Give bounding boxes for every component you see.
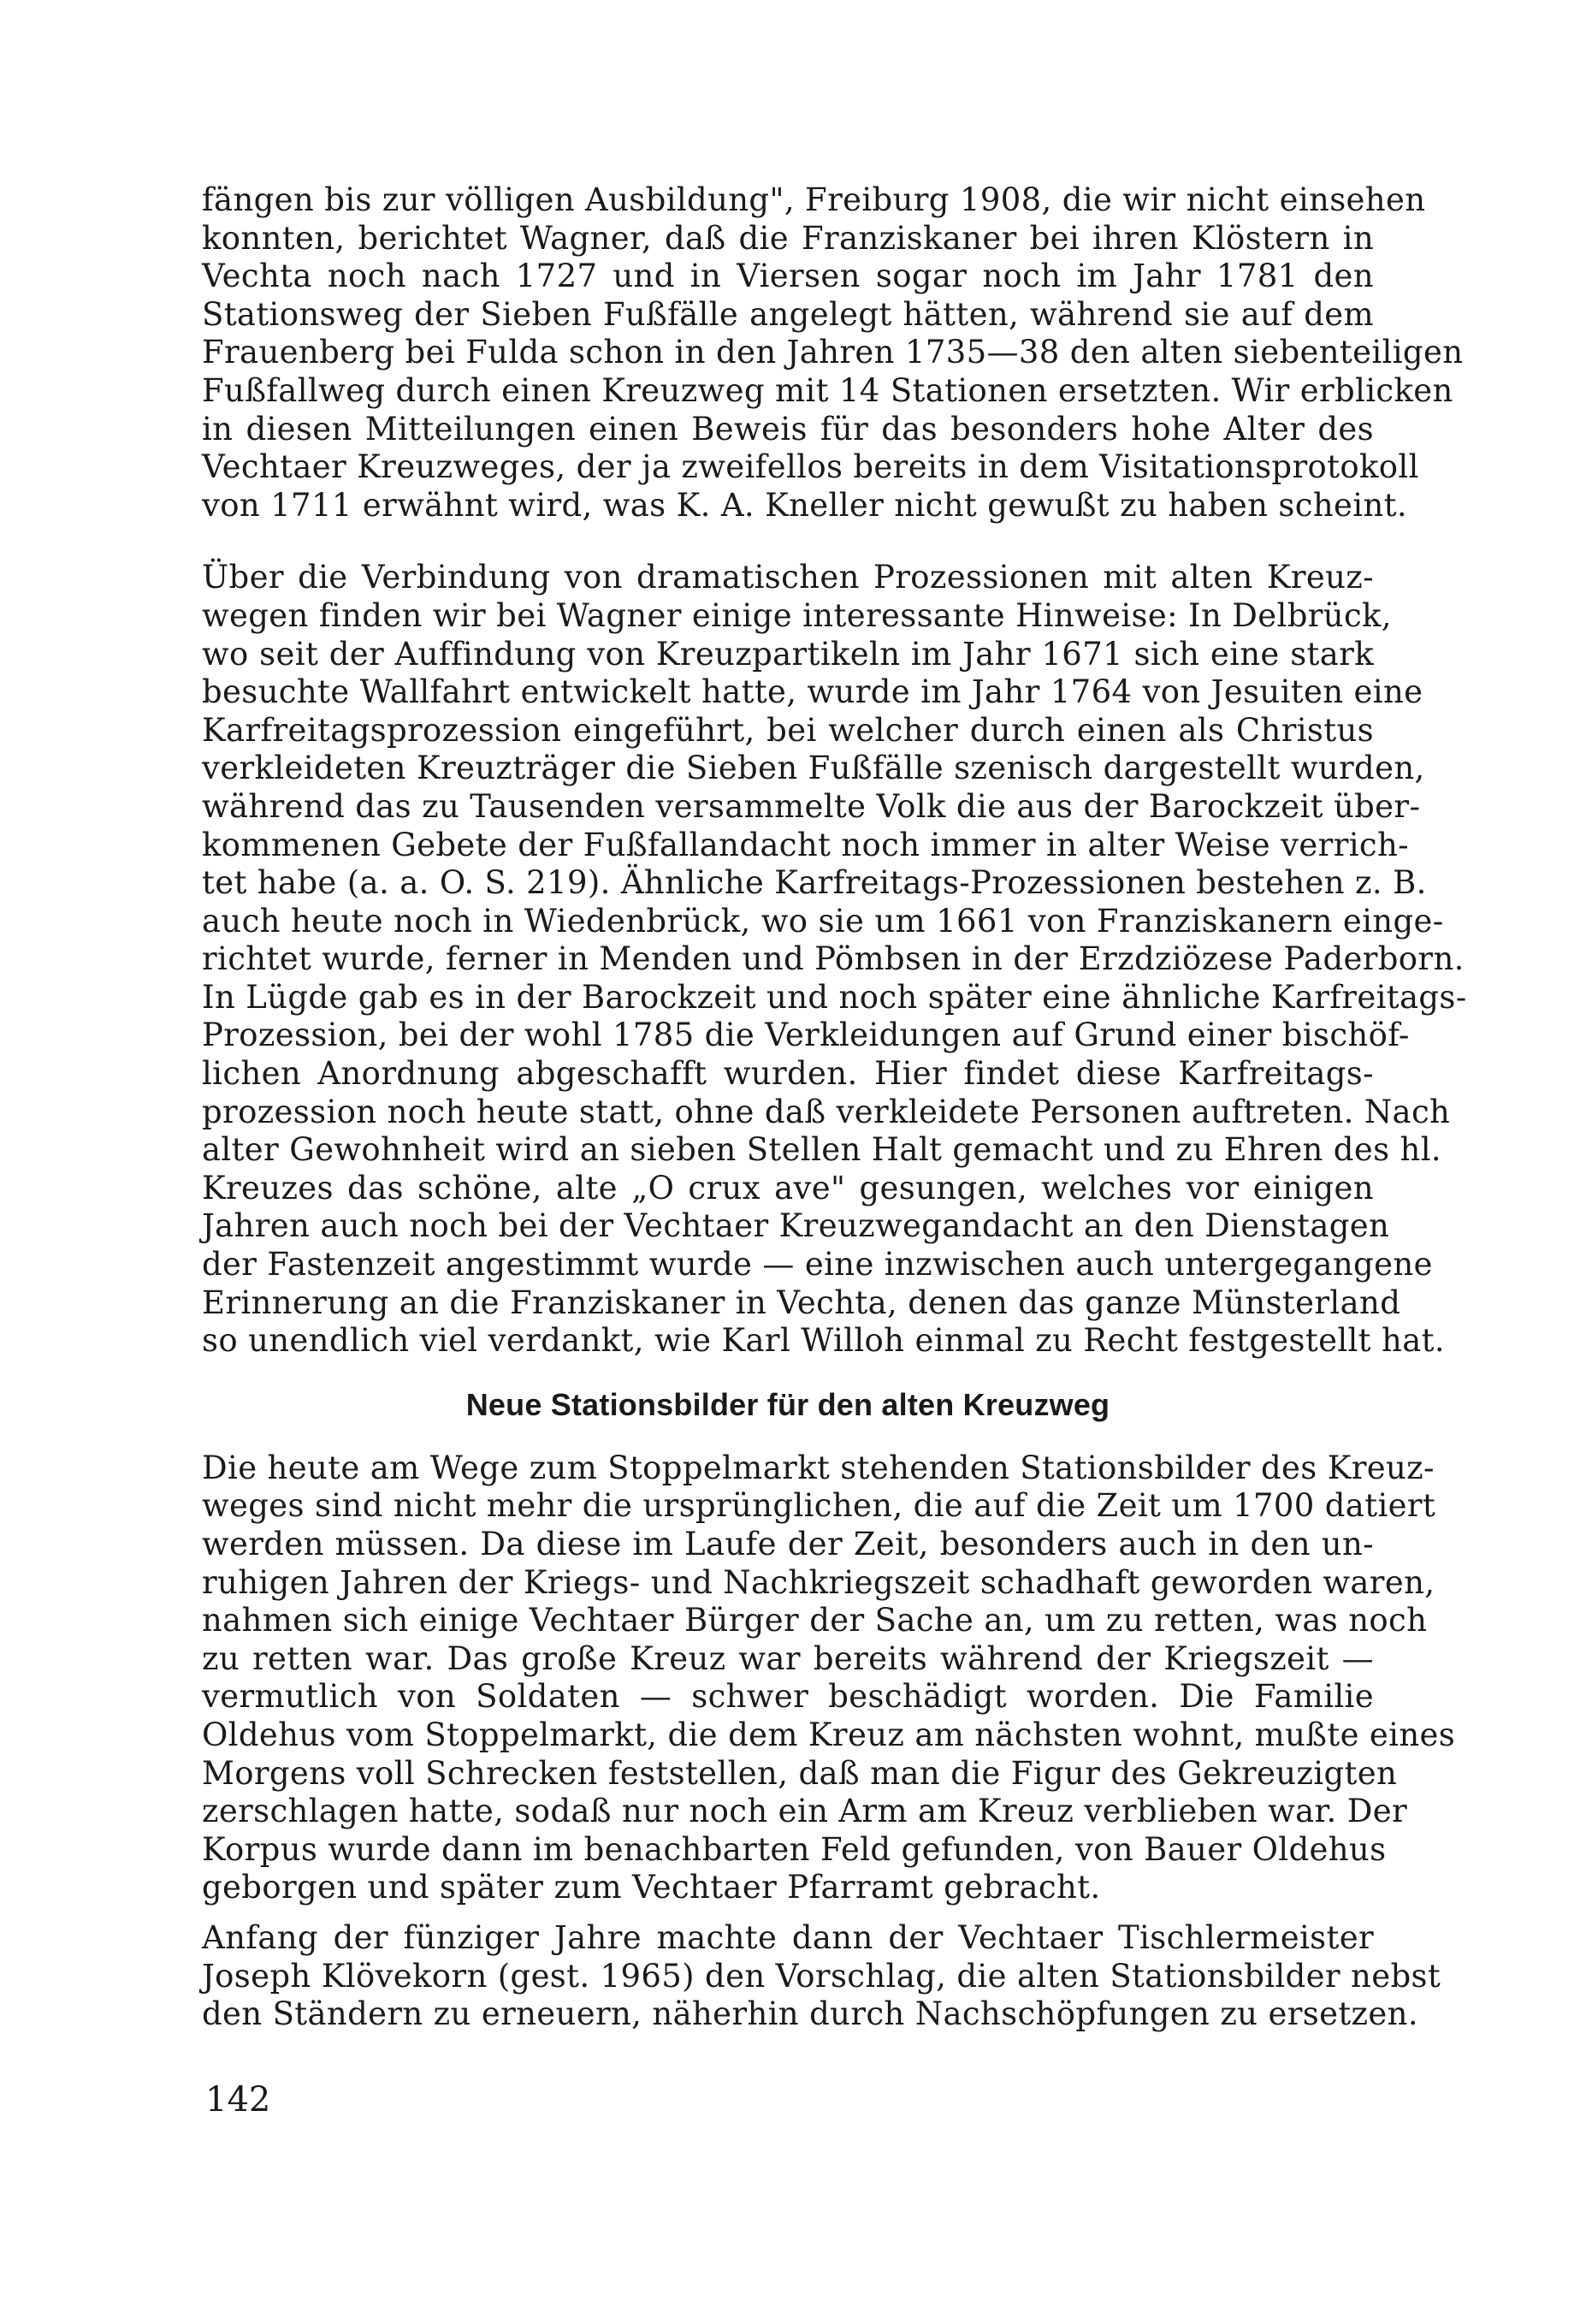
section-heading: Neue Stationsbilder für den alten Kreuzweg	[465, 1386, 1110, 1422]
text-line: Über die Verbindung von dramatischen Prozessionen mit alten Kreuz-	[202, 559, 1374, 596]
text-line: kommenen Gebete der Fußfallandacht noch immer in alter Weise verrich-	[202, 826, 1410, 863]
text-line: alter Gewohnheit wird an sieben Stellen Halt gemacht und zu Ehren des hl.	[202, 1131, 1442, 1169]
paragraph-1	[202, 181, 1464, 525]
text-line: Frauenberg bei Fulda schon in den Jahren 1735—38 den alten siebenteiligen	[202, 334, 1464, 371]
page-body	[202, 181, 1467, 2034]
text-line: geborgen und später zum Vechtaer Pfarramt gebracht.	[202, 1869, 1101, 1906]
text-line: Die heute am Wege zum Stoppelmarkt stehenden Stationsbilder des Kreuz-	[202, 1449, 1435, 1486]
text-line: In Lügde gab es in der Barockzeit und noch später eine ähnliche Karfreitags-	[202, 978, 1467, 1016]
text-line: wo seit der Auffindung von Kreuzpartikeln im Jahr 1671 sich eine stark	[202, 635, 1374, 673]
text-line: werden müssen. Da diese im Laufe der Zeit, besonders auch in den un-	[202, 1526, 1374, 1562]
text-line: zerschlagen hatte, sodaß nur noch ein Arm am Kreuz verblieben war. Der	[202, 1793, 1408, 1830]
text-line: Vechtaer Kreuzweges, der ja zweifellos bereits in dem Visitationsprotokoll	[202, 448, 1419, 486]
text-line: lichen Anordnung abgeschafft wurden. Hier findet diese Karfreitags-	[202, 1055, 1374, 1093]
text-line: Anfang der fünziger Jahre machte dann der Vechtaer Tischlermeister	[202, 1918, 1374, 1956]
text-line: so unendlich viel verdankt, wie Karl Willoh einmal zu Recht festgestellt hat.	[202, 1322, 1445, 1360]
text-line: richtet wurde, ferner in Menden und Pömbsen in der Erzdziözese Paderborn.	[202, 940, 1465, 978]
text-line: Kreuzes das schöne, alte „O crux ave" gesungen, welches vor einigen	[202, 1169, 1374, 1206]
text-line: konnten, berichtet Wagner, daß die Franziskaner bei ihren Klöstern in	[202, 219, 1374, 257]
text-line: der Fastenzeit angestimmt wurde — eine inzwischen auch untergegangene	[202, 1246, 1433, 1284]
text-line: Oldehus vom Stoppelmarkt, die dem Kreuz am nächsten wohnt, mußte eines	[202, 1716, 1456, 1753]
text-line: Vechta noch nach 1727 und in Viersen sogar noch im Jahr 1781 den	[202, 258, 1374, 295]
text-line: prozession noch heute statt, ohne daß verkleidete Personen auftreten. Nach	[202, 1093, 1451, 1130]
text-line: vermutlich von Soldaten — schwer beschädigt worden. Die Familie	[202, 1678, 1374, 1716]
text-line: Joseph Klövekorn (gest. 1965) den Vorschlag, die alten Stationsbilder nebst	[202, 1957, 1441, 1995]
text-line: Stationsweg der Sieben Fußfälle angelegt hätten, während sie auf dem	[202, 295, 1374, 333]
paragraph-gap	[202, 525, 1374, 559]
text-line: in diesen Mitteilungen einen Beweis für das besonders hohe Alter des	[202, 410, 1374, 448]
text-line: Fußfallweg durch einen Kreuzweg mit 14 Stationen ersetzten. Wir erblicken	[202, 371, 1453, 409]
text-line: von 1711 erwähnt wird, was K. A. Kneller nicht gewußt zu haben scheint.	[202, 486, 1407, 524]
paragraph-3	[202, 1449, 1456, 1907]
text-line: Korpus wurde dann im benachbarten Feld gefunden, von Bauer Oldehus	[202, 1830, 1387, 1868]
text-line: zu retten war. Das große Kreuz war bereits während der Kriegszeit —	[202, 1639, 1374, 1677]
text-line: weges sind nicht mehr die ursprünglichen, die auf die Zeit um 1700 datiert	[202, 1487, 1436, 1525]
paragraph-gap	[202, 1907, 1374, 1919]
text-line: verkleideten Kreuzträger die Sieben Fußfälle szenisch dargestellt wurden,	[202, 750, 1425, 787]
text-line: den Ständern zu erneuern, näherhin durch Nachschöpfungen zu ersetzen.	[202, 1995, 1418, 2033]
text-line: während das zu Tausenden versammelte Volk die aus der Barockzeit über-	[202, 787, 1421, 825]
text-line: Erinnerung an die Franziskaner in Vechta, denen das ganze Münsterland	[202, 1284, 1401, 1321]
text-line: Prozession, bei der wohl 1785 die Verkleidungen auf Grund einer bischöf-	[202, 1017, 1410, 1054]
text-line: auch heute noch in Wiedenbrück, wo sie um 1661 von Franziskanern einge-	[202, 902, 1444, 940]
text-line: wegen finden wir bei Wagner einige interessante Hinweise: In Delbrück,	[202, 596, 1392, 634]
text-line: tet habe (a. a. O. S. 219). Ähnliche Karfreitags-Prozessionen bestehen z. B.	[202, 864, 1427, 902]
paragraph-4	[202, 1918, 1441, 2034]
text-line: fängen bis zur völligen Ausbildung", Freiburg 1908, die wir nicht einsehen	[202, 181, 1426, 218]
page-number: 142	[205, 2080, 271, 2119]
text-line: nahmen sich einige Vechtaer Bürger der Sache an, um zu retten, was noch	[202, 1602, 1428, 1639]
text-line: ruhigen Jahren der Kriegs- und Nachkriegszeit schadhaft geworden waren,	[202, 1563, 1435, 1601]
text-line: Karfreitagsprozession eingeführt, bei welcher durch einen als Christus	[202, 711, 1374, 749]
text-line: Morgens voll Schrecken feststellen, daß man die Figur des Gekreuzigten	[202, 1754, 1398, 1792]
paragraph-2	[202, 559, 1467, 1360]
text-line: besuchte Wallfahrt entwickelt hatte, wurde im Jahr 1764 von Jesuiten eine	[202, 673, 1423, 711]
text-line: Jahren auch noch bei der Vechtaer Kreuzwegandacht an den Dienstagen	[202, 1207, 1390, 1245]
